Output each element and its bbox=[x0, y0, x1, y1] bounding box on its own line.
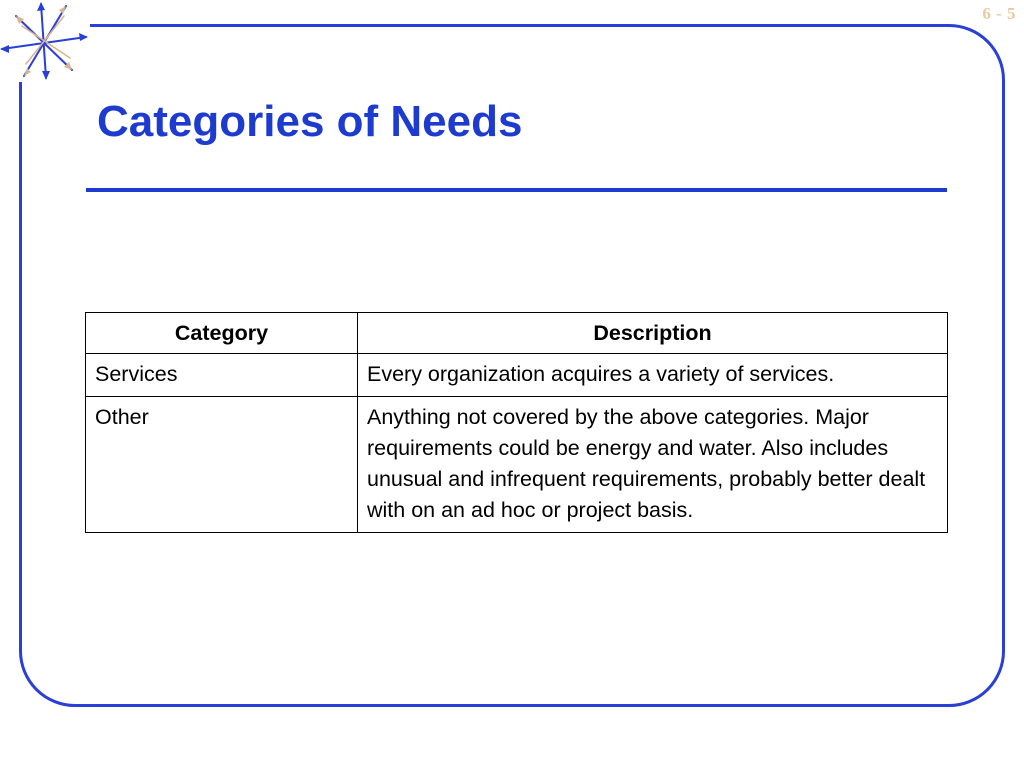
title-divider bbox=[86, 188, 947, 192]
table-header-row bbox=[86, 313, 948, 354]
compass-star-icon bbox=[0, 0, 90, 82]
cell-category: Other bbox=[86, 397, 358, 533]
table-row bbox=[86, 397, 948, 533]
page-title: Categories of Needs bbox=[97, 97, 523, 146]
categories-table bbox=[85, 312, 948, 533]
table-row bbox=[86, 354, 948, 397]
cell-description: Anything not covered by the above categories. Major requirements could be energy and water. Also includes unusual and infrequent requirements, probably better dealt with on an ad hoc or project basis. bbox=[358, 397, 948, 533]
cell-description: Every organization acquires a variety of services. bbox=[358, 354, 948, 397]
column-header-description: Description bbox=[358, 313, 948, 354]
column-header-category: Category bbox=[86, 313, 358, 354]
slide-number: 6 - 5 bbox=[982, 4, 1016, 23]
cell-category: Services bbox=[86, 354, 358, 397]
